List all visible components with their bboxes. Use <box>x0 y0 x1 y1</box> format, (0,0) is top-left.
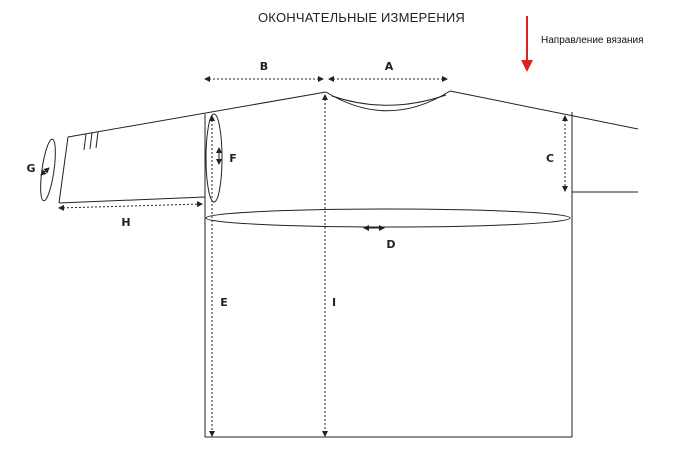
label-i: I <box>331 296 337 309</box>
cuff-rib-mark <box>90 133 92 149</box>
measure-h-arrow <box>59 204 202 208</box>
label-b: B <box>259 60 269 73</box>
cuff-rib-mark <box>96 132 98 148</box>
left-cuff-edge <box>59 137 68 203</box>
label-a: A <box>384 60 394 73</box>
label-f: F <box>229 152 237 165</box>
cuff-circumference-ellipse <box>38 138 59 201</box>
label-h: H <box>121 216 131 229</box>
diagram-title: ОКОНЧАТЕЛЬНЫЕ ИЗМЕРЕНИЯ <box>258 10 465 25</box>
chest-circumference-ellipse <box>206 209 570 227</box>
left-shoulder-line <box>68 92 326 137</box>
knitting-direction-label: Направление вязания <box>541 35 644 46</box>
label-c: C <box>545 152 555 165</box>
armhole-circumference-ellipse <box>206 114 222 202</box>
neckline-front <box>326 91 450 111</box>
label-d: D <box>386 238 396 251</box>
label-g: G <box>26 162 36 175</box>
left-sleeve-underside <box>59 197 205 203</box>
label-e: E <box>220 296 228 309</box>
right-shoulder-line <box>450 91 638 129</box>
cuff-rib-mark <box>84 134 86 150</box>
garment-outline <box>38 91 638 437</box>
